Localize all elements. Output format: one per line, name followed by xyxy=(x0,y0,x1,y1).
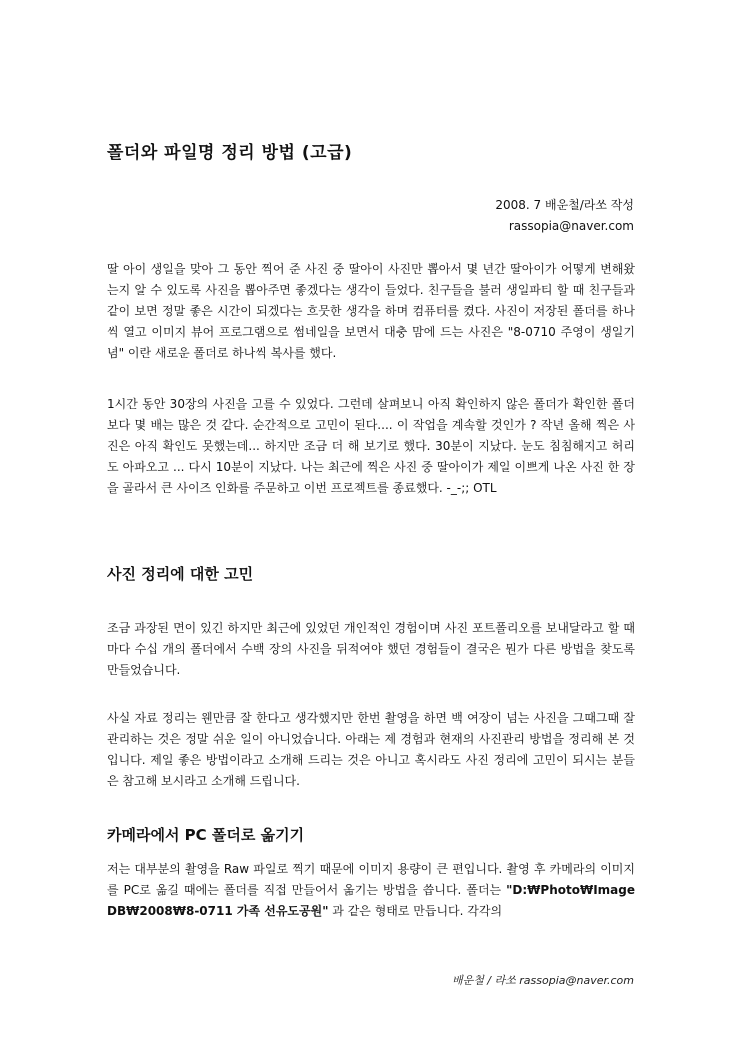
page-footer: 배운철 / 라쏘 rassopia@naver.com xyxy=(451,974,634,987)
section2-text-after: 과 같은 형태로 만듭니다. 각각의 xyxy=(328,904,503,918)
intro-paragraph-2: 1시간 동안 30장의 사진을 고를 수 있었다. 그런데 살펴보니 아직 확인하지 않은 폴더가 확인한 폴더보다 몇 배는 많은 것 같다. 순간적으로 고민이 된다.... 이 작업을 계속할 것인가 ? 작년 올해 찍은 사진은 아직 확인도 못했는데... 하지만 조금 더 해 보기로 했다. 30분이 지났다. 눈도 침침해지고 허리도 아파오고 ... 다시 10분이 지났다. 나는 최근에 찍은 사진 중 딸아이가 제일 이쁘게 나온 사진 한 장을 골라서 큰 사이즈 인화를 주문하고 이번 프로젝트를 종료했다. -_-;; OTL xyxy=(107,397,635,495)
folder-path-example: "D:₩Photo₩Image DB₩2008₩8-0711 가족 선유도공원" xyxy=(107,883,635,918)
intro-paragraph-1: 딸 아이 생일을 맞아 그 동안 찍어 준 사진 중 딸아이 사진만 뽑아서 몇 년간 딸아이가 어떻게 변해왔는지 알 수 있도록 사진을 뽑아주면 좋겠다는 생각이 들었다. 친구들을 불러 생일파티 할 때 친구들과 같이 보면 정말 좋은 시간이 되겠다는 흐뭇한 생각을 하며 컴퓨터를 켰다. 사진이 저장된 폴더를 하나씩 열고 이미지 뷰어 프로그램으로 썸네일을 보면서 대충 맘에 드는 사진은 "8-0710 주영이 생일기념" 이란 새로운 폴더로 하나씩 복사를 했다. xyxy=(107,262,635,360)
author-email: rassopia@naver.com xyxy=(508,219,634,233)
section2-text-before: 저는 대부분의 촬영을 Raw 파일로 찍기 때문에 이미지 용량이 큰 편입니다. 촬영 후 카메라의 이미지를 PC로 옮길 때에는 폴더를 직접 만들어서 옮기는 방법을 씁니다. 폴더는 xyxy=(107,862,635,897)
section2-paragraph xyxy=(107,859,635,922)
author-date: 2008. 7 배운철/라쏘 작성 xyxy=(495,198,634,212)
section1-paragraph-1: 조금 과장된 면이 있긴 하지만 최근에 있었던 개인적인 경험이며 사진 포트폴리오를 보내달라고 할 때마다 수십 개의 폴더에서 수백 장의 사진을 뒤적여야 했던 경험들이 결국은 뭔가 다른 방법을 찾도록 만들었습니다. xyxy=(107,621,635,677)
section1-paragraph-2: 사실 자료 정리는 웬만큼 잘 한다고 생각했지만 한번 촬영을 하면 백 여장이 넘는 사진을 그때그때 잘 관리하는 것은 정말 쉬운 일이 아니었습니다. 아래는 제 경험과 현재의 사진관리 방법을 정리해 본 것입니다. 제일 좋은 방법이라고 소개해 드리는 것은 아니고 혹시라도 사진 정리에 고민이 되시는 분들은 참고해 보시라고 소개해 드립니다. xyxy=(107,711,635,788)
document-title: 폴더와 파일명 정리 방법 (고급) xyxy=(107,143,353,163)
section-heading-camera-to-pc: 카메라에서 PC 폴더로 옮기기 xyxy=(107,826,305,844)
section-heading-photo-worries: 사진 정리에 대한 고민 xyxy=(107,565,254,583)
